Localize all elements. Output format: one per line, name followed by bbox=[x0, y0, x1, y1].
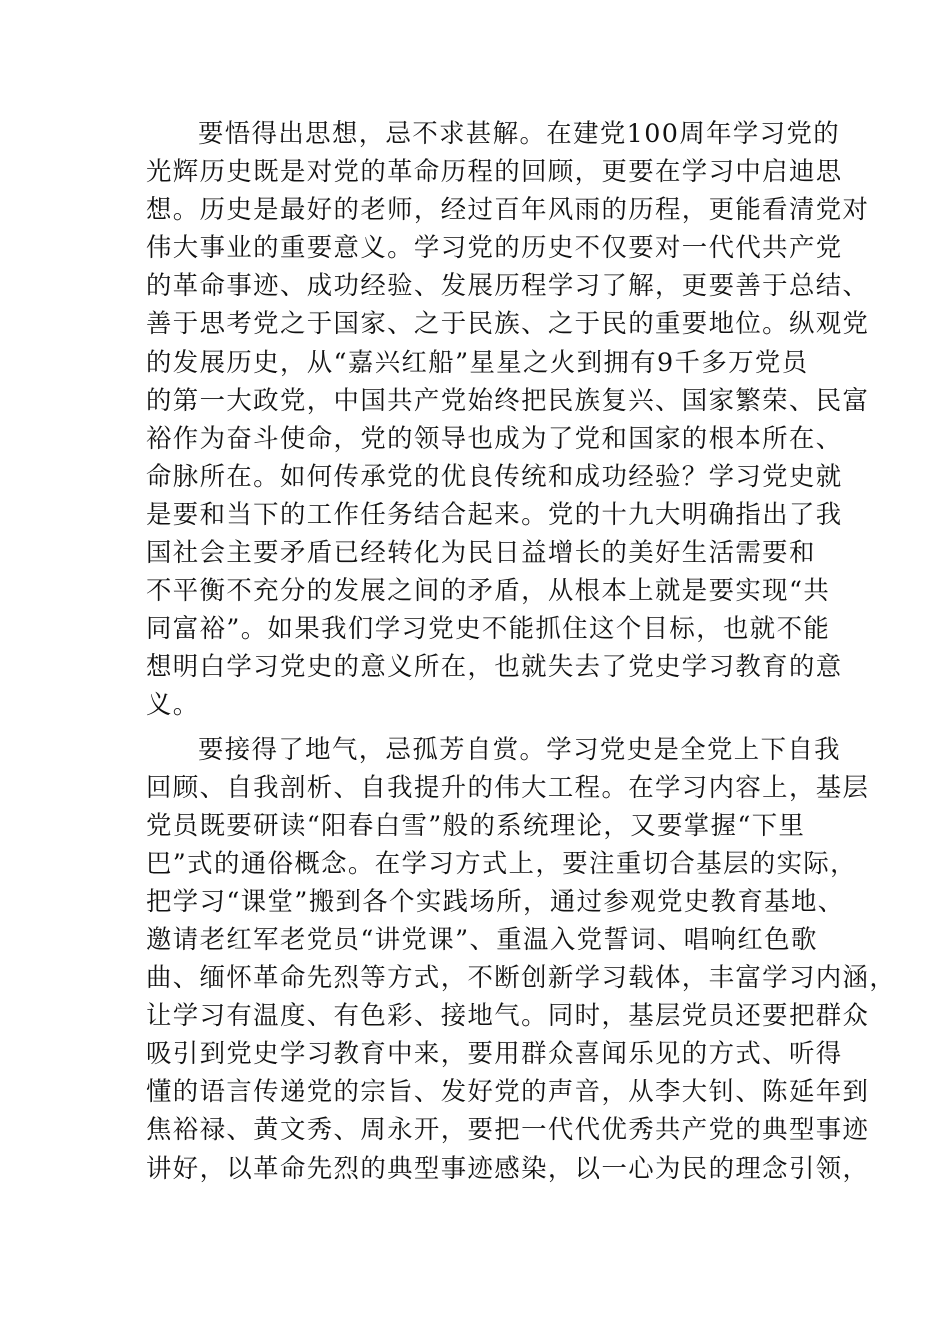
text-line: 不平衡不充分的发展之间的矛盾，从根本上就是要实现“共 bbox=[146, 575, 831, 606]
paragraph-2 bbox=[146, 730, 897, 1187]
text-line: 邀请老红军老党员“讲党课”、重温入党誓词、唱响红色歌 bbox=[146, 923, 818, 954]
text-line: 国社会主要矛盾已经转化为民日益增长的美好生活需要和 bbox=[146, 537, 816, 568]
text-line: 要接得了地气，忌孤芳自赏。学习党史是全党上下自我 bbox=[198, 733, 841, 764]
text-line: 把学习“课堂”搬到各个实践场所，通过参观党史教育基地、 bbox=[146, 885, 845, 916]
text-line: 回顾、自我剖析、自我提升的伟大工程。在学习内容上，基层 bbox=[146, 771, 870, 802]
text-line: 曲、缅怀革命先烈等方式，不断创新学习载体，丰富学习内涵， bbox=[146, 962, 897, 993]
paragraph-1 bbox=[146, 114, 870, 724]
text-line: 想。历史是最好的老师，经过百年风雨的历程，更能看清党对 bbox=[146, 194, 870, 225]
text-line: 的第一大政党，中国共产党始终把民族复兴、国家繁荣、民富 bbox=[146, 384, 870, 415]
text-line: 的革命事迹、成功经验、发展历程学习了解，更要善于总结、 bbox=[146, 270, 870, 301]
text-line: 巴”式的通俗概念。在学习方式上，要注重切合基层的实际， bbox=[146, 847, 857, 878]
text-line: 伟大事业的重要意义。学习党的历史不仅要对一代代共产党 bbox=[146, 232, 843, 263]
text-line: 是要和当下的工作任务结合起来。党的十九大明确指出了我 bbox=[146, 498, 843, 529]
text-line: 同富裕”。如果我们学习党史不能抓住这个目标，也就不能 bbox=[146, 613, 831, 644]
text-line: 命脉所在。如何传承党的优良传统和成功经验？学习党史就 bbox=[146, 460, 843, 491]
text-line: 想明白学习党史的意义所在，也就失去了党史学习教育的意 bbox=[146, 651, 843, 682]
text-line: 懂的语言传递党的宗旨、发好党的声音，从李大钊、陈延年到 bbox=[146, 1076, 870, 1107]
text-line: 吸引到党史学习教育中来，要用群众喜闻乐见的方式、听得 bbox=[146, 1038, 843, 1069]
text-line: 让学习有温度、有色彩、接地气。同时，基层党员还要把群众 bbox=[146, 1000, 870, 1031]
text-line: 讲好，以革命先烈的典型事迹感染，以一心为民的理念引领， bbox=[146, 1152, 870, 1183]
document-body bbox=[146, 114, 897, 1187]
text-line: 善于思考党之于国家、之于民族、之于民的重要地位。纵观党 bbox=[146, 308, 870, 339]
text-line: 要悟得出思想，忌不求甚解。在建党100周年学习党的 bbox=[198, 118, 841, 148]
text-line: 裕作为奋斗使命，党的领导也成为了党和国家的根本所在、 bbox=[146, 422, 843, 453]
text-line: 焦裕禄、黄文秀、周永开，要把一代代优秀共产党的典型事迹 bbox=[146, 1114, 870, 1145]
text-line: 的发展历史，从“嘉兴红船”星星之火到拥有9千多万党员 bbox=[146, 346, 809, 377]
text-line: 义。 bbox=[146, 689, 200, 720]
text-line: 党员既要研读“阳春白雪”般的系统理论，又要掌握“下里 bbox=[146, 809, 806, 840]
text-line: 光辉历史既是对党的革命历程的回顾，更要在学习中启迪思 bbox=[146, 156, 843, 187]
